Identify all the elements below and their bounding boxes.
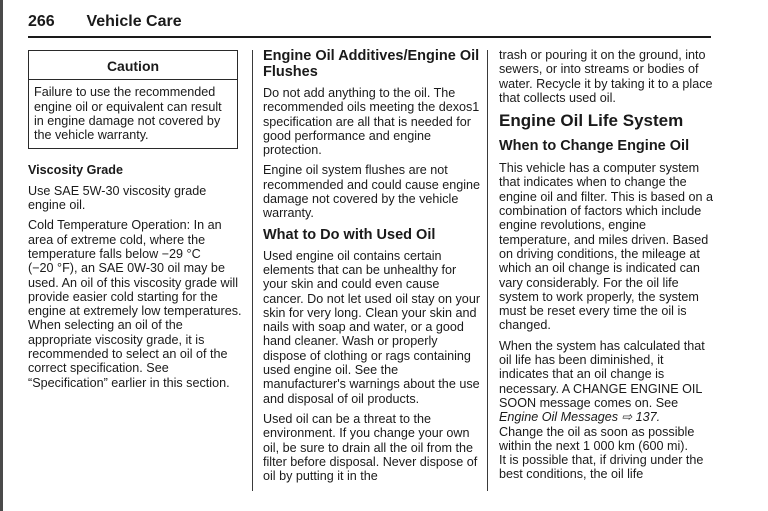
- used-oil-paragraph-2: Used oil can be a threat to the environment. If you change your own oil, be sure to drain all the oil from the filter before disposal. Never dispose of oil by putting it in the: [263, 411, 478, 484]
- viscosity-grade-heading: Viscosity Grade: [28, 163, 123, 178]
- column-1: [28, 50, 243, 396]
- viewer-left-edge: [0, 0, 3, 511]
- used-oil-paragraph-1: Used engine oil contains certain elements that can be unhealthy for your skin and could even cause cancer. Do not let used oil stay on your skin for very long. Clean your skin and nails with soap and water, or a good hand cleaner. Wash or properly dispose of clothing or rags containing used engine oil. See the manufacturer's warnings about the use and disposal of oil products.: [263, 248, 481, 406]
- header-rule: [28, 36, 711, 38]
- used-oil-continued-paragraph: trash or pouring it on the ground, into sewers, or into streams or bodies of water. Recycle it by taking it to a place that collects used oil.: [499, 48, 713, 105]
- page-header: [28, 13, 182, 31]
- oil-additives-heading: Engine Oil Additives/Engine Oil Flushes: [263, 48, 480, 80]
- xref-title: Engine Oil Messages: [499, 410, 619, 425]
- column-divider: [487, 50, 488, 491]
- column-3: [499, 48, 713, 488]
- viscosity-paragraph: Use SAE 5W-30 viscosity grade engine oil.: [28, 183, 207, 213]
- engine-oil-messages-link[interactable]: Engine Oil Messages ⇨ 137.: [499, 410, 661, 425]
- change-soon-text: Change the oil as soon as possible within the next 1 000 km (600 mi).: [499, 424, 695, 453]
- when-to-change-heading: When to Change Engine Oil: [499, 138, 690, 155]
- section-title: Vehicle Care: [86, 13, 182, 30]
- column-divider: [252, 50, 253, 491]
- page-number: 266: [28, 13, 55, 30]
- oil-additives-paragraph-2: Engine oil system flushes are not recommended and could cause engine damage not covered by the vehicle warranty.: [263, 163, 481, 221]
- caution-body: Failure to use the recommended engine oil or equivalent can result in engine damage not covered by the vehicle warranty.: [34, 85, 222, 143]
- oil-change-text: When the system has calculated that oil life has been diminished, it indicates that an oil change is necessary. A CHANGE ENGINE OIL SOON message comes on. See: [499, 338, 705, 410]
- page-reference-arrow-icon: ⇨: [621, 410, 633, 425]
- caution-title: Caution: [29, 51, 237, 80]
- oil-additives-paragraph-1: Do not add anything to the oil. The recommended oils meeting the dexos1 specification are all that is needed for good performance and engine protection.: [263, 86, 480, 158]
- column-2: [263, 48, 481, 489]
- when-to-change-paragraph-2: [499, 339, 713, 482]
- xref-page-number: 137: [635, 410, 657, 425]
- best-conditions-text: It is possible that, if driving under the best conditions, the oil life: [499, 453, 704, 482]
- oil-life-system-heading: Engine Oil Life System: [499, 111, 684, 131]
- cold-temperature-paragraph: Cold Temperature Operation: In an area of extreme cold, where the temperature falls below −29 °C (−20 °F), an SAE 0W-30 oil may be used. An oil of this viscosity grade will provide easier cold starting for the engine at extremely low temperatures. When selecting an oil of the appropriate viscosity grade, it is recommended to select an oil of the correct specification. See “Specification” earlier in this section.: [28, 218, 242, 390]
- used-oil-heading: What to Do with Used Oil: [263, 226, 436, 243]
- when-to-change-paragraph-1: This vehicle has a computer system that indicates when to change the engine oil and filter. This is based on a combination of factors which include engine revolutions, engine temperature, and miles driven. Based on driving conditions, the mileage at which an oil change is indicated can vary considerably. For the oil life system to work properly, the system must be reset every time the oil is changed.: [499, 161, 714, 333]
- caution-box: [28, 50, 238, 149]
